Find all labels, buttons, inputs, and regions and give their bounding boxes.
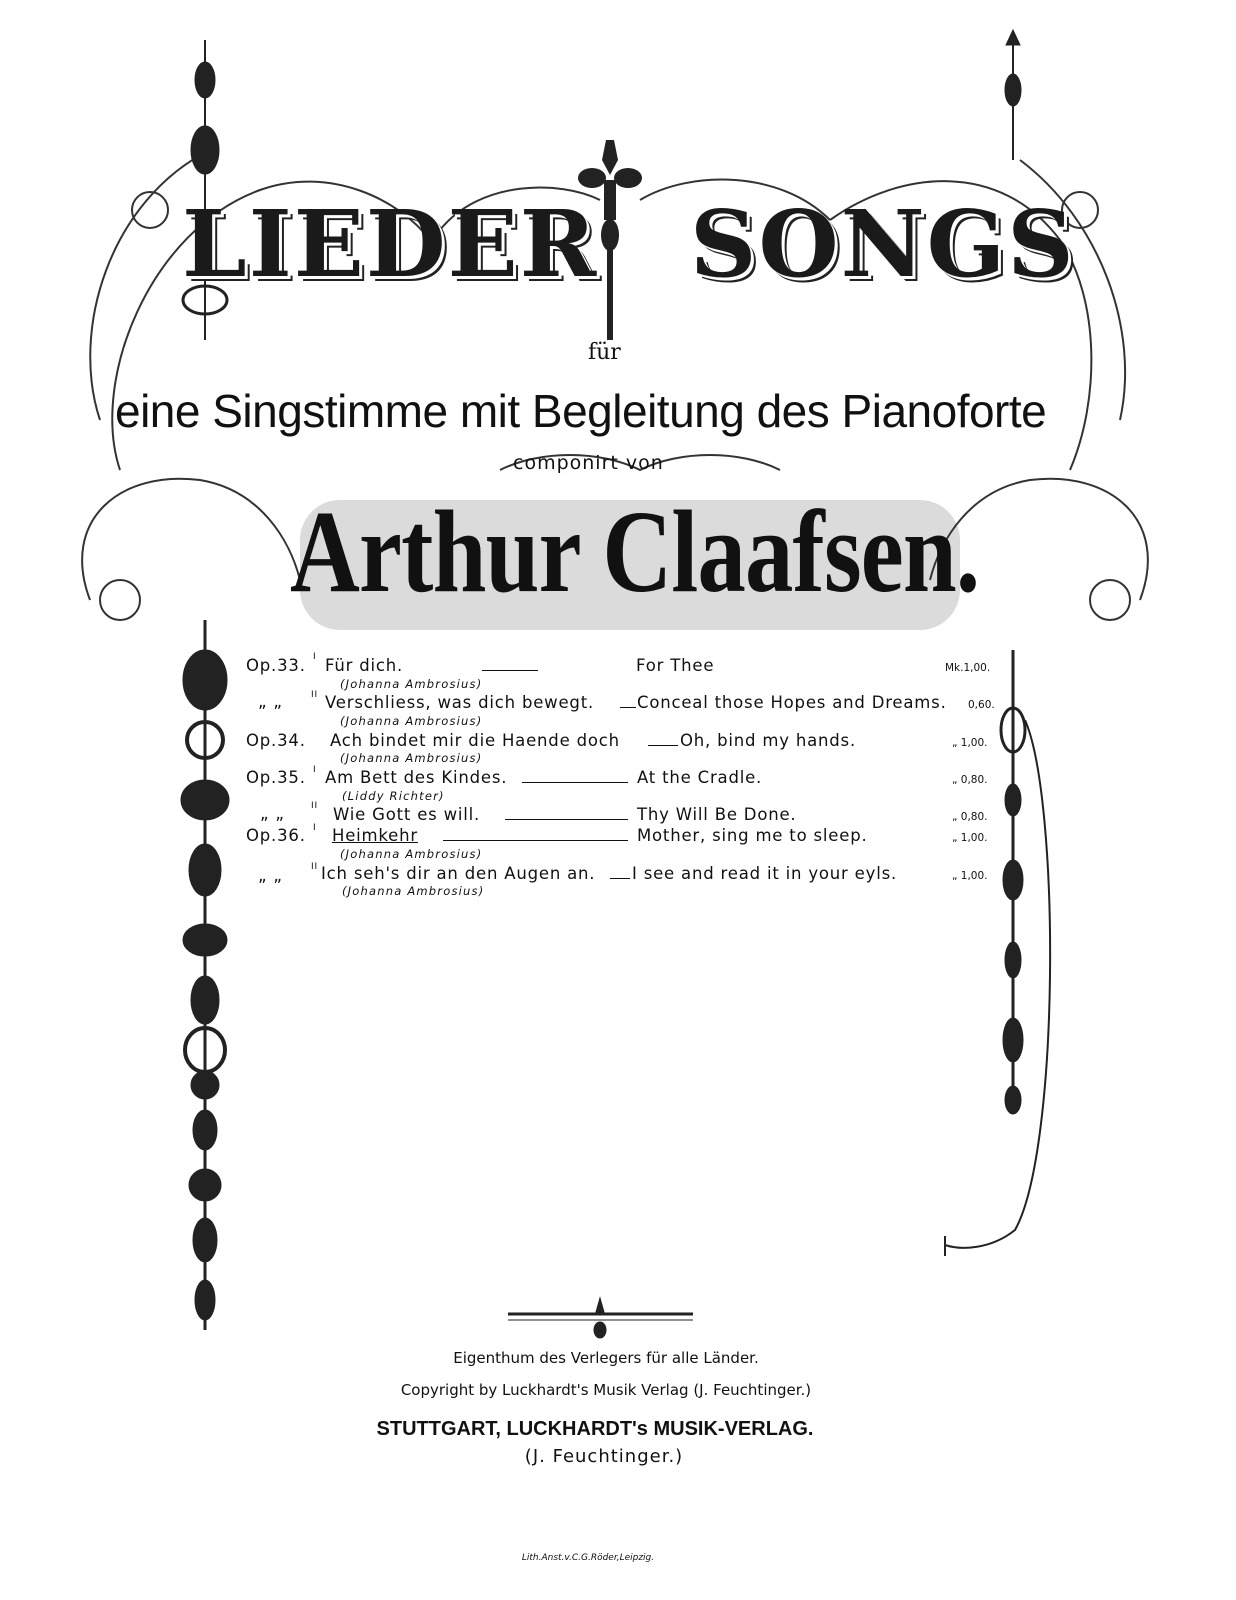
song-title-german: Ich seh's dir an den Augen an. bbox=[321, 864, 596, 883]
part-number: II bbox=[311, 690, 318, 700]
composer-name: Arthur Claafsen. bbox=[290, 486, 980, 617]
song-title-german: Für dich. bbox=[325, 656, 404, 675]
title-songs: SONGS bbox=[690, 190, 1076, 298]
title-fuer: für bbox=[588, 340, 621, 365]
song-title-english: Conceal those Hopes and Dreams. bbox=[637, 693, 947, 712]
subtitle: eine Singstimme mit Begleitung des Pianoforte bbox=[115, 385, 1047, 437]
part-number: II bbox=[311, 862, 318, 872]
opus-number: „ „ bbox=[258, 866, 283, 885]
song-poet: (Johanna Ambrosius) bbox=[340, 847, 483, 861]
song-poet: (Liddy Richter) bbox=[342, 789, 445, 803]
opus-number: Op.33. bbox=[246, 656, 306, 675]
song-title-german: Wie Gott es will. bbox=[333, 805, 481, 824]
song-poet: (Johanna Ambrosius) bbox=[340, 677, 483, 691]
rights-notice: Eigenthum des Verlegers für alle Länder. bbox=[453, 1349, 759, 1367]
song-title-german: Ach bindet mir die Haende doch bbox=[330, 731, 620, 750]
song-title-english: Thy Will Be Done. bbox=[637, 805, 797, 824]
leader-line bbox=[620, 707, 636, 708]
song-title-english: At the Cradle. bbox=[637, 768, 763, 787]
song-title-german: Heimkehr bbox=[332, 826, 418, 845]
opus-number: Op.35. bbox=[246, 768, 306, 787]
part-number: I bbox=[313, 823, 317, 833]
footer-rule bbox=[508, 1298, 693, 1338]
leader-line bbox=[505, 819, 628, 820]
leader-line bbox=[482, 670, 538, 671]
song-price: Mk.1,00. bbox=[945, 662, 991, 674]
song-title-english: For Thee bbox=[636, 656, 715, 675]
opus-number: „ „ bbox=[258, 692, 283, 711]
song-title-english: I see and read it in your eyls. bbox=[632, 864, 898, 883]
leader-line bbox=[610, 878, 630, 879]
song-title-english: Mother, sing me to sleep. bbox=[637, 826, 868, 845]
song-poet: (Johanna Ambrosius) bbox=[342, 884, 485, 898]
song-poet: (Johanna Ambrosius) bbox=[340, 714, 483, 728]
part-number: I bbox=[313, 765, 317, 775]
song-price: „ 0,80. bbox=[952, 774, 988, 786]
leader-line bbox=[522, 782, 628, 783]
publisher-name: STUTTGART, LUCKHARDT's MUSIK-VERLAG. bbox=[376, 1418, 814, 1440]
publisher-sub: (J. Feuchtinger.) bbox=[524, 1446, 684, 1467]
title-lieder: LIEDER bbox=[182, 190, 599, 298]
song-poet: (Johanna Ambrosius) bbox=[340, 751, 483, 765]
song-title-german: Verschliess, was dich bewegt. bbox=[325, 693, 595, 712]
opus-number: „ „ bbox=[260, 804, 285, 823]
componirt-von: componirt von bbox=[513, 452, 664, 474]
part-number: I bbox=[313, 652, 317, 662]
leader-line bbox=[443, 840, 628, 841]
song-price: 0,60. bbox=[968, 699, 995, 711]
opus-number: Op.36. bbox=[246, 826, 306, 845]
song-title-english: Oh, bind my hands. bbox=[680, 731, 856, 750]
song-price: „ 1,00. bbox=[952, 832, 988, 844]
printer-credit: Lith.Anst.v.C.G.Röder,Leipzig. bbox=[521, 1553, 655, 1563]
part-number: II bbox=[311, 801, 318, 811]
opus-number: Op.34. bbox=[246, 731, 306, 750]
leader-line bbox=[648, 745, 678, 746]
song-price: „ 1,00. bbox=[952, 737, 988, 749]
copyright-notice: Copyright by Luckhardt's Musik Verlag (J. Feuchtinger.) bbox=[400, 1381, 812, 1399]
song-title-german: Am Bett des Kindes. bbox=[325, 768, 508, 787]
song-price: „ 1,00. bbox=[952, 870, 988, 882]
song-price: „ 0,80. bbox=[952, 811, 988, 823]
